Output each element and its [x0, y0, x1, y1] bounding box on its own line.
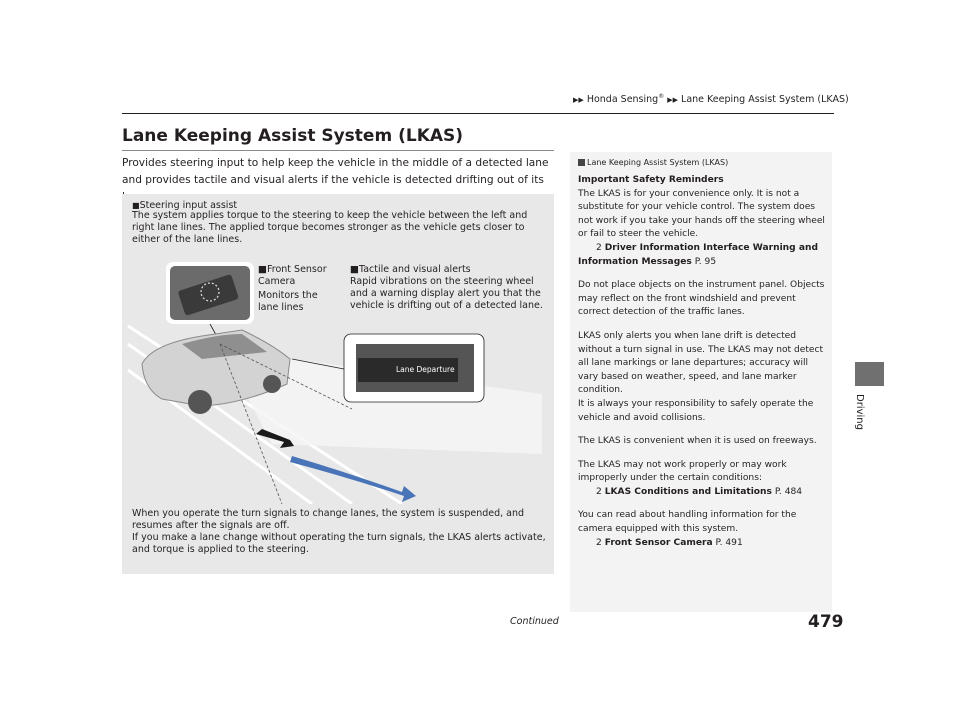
sidebar-paragraph-5: The LKAS may not work properly or may work improperly under the certain conditions:	[578, 459, 787, 484]
square-bullet-icon: ■	[350, 264, 359, 275]
sidebar-paragraph-4: The LKAS is convenient when it is used on freeways.	[578, 436, 817, 447]
registered-mark: ®	[658, 93, 665, 100]
arrow-ref-icon: 2	[596, 242, 605, 253]
sidebar-paragraph-6: You can read about handling information for the camera equipped with this system.	[578, 510, 797, 535]
steering-assist-body: The system applies torque to the steering to keep the vehicle between the left and right lane lines. The applied torque becomes stronger as the vehicle gets closer to either of the lane lines.	[132, 210, 528, 245]
sidebar-paragraph-3: LKAS only alerts you when lane drift is detected without a turn signal in use. The LKAS may not detect all lane markings or lane departures; accuracy will vary based on weather, speed, and lane marker condition.	[578, 330, 824, 396]
arrow-ref-icon: 2	[596, 486, 605, 497]
page-title: Lane Keeping Assist System (LKAS)	[122, 126, 464, 146]
intro-text: Provides steering input to help keep the vehicle in the middle of a detected lane and provides tactile and visual alerts if the vehicle is detected drifting out of its	[122, 157, 549, 186]
steering-correction-arrow	[290, 456, 416, 502]
sidebar-text	[578, 174, 828, 560]
breadcrumb-part2: Lane Keeping Assist System (LKAS)	[681, 94, 849, 106]
lane-departure-display: Lane Departure	[358, 358, 458, 382]
header-rule	[122, 113, 834, 114]
tactile-body: Rapid vibrations on the steering wheel and a warning display alert you that the vehicle is drifting out of a detected lane.	[350, 276, 543, 311]
square-bullet-icon: ■	[258, 264, 267, 275]
illustration-panel	[122, 194, 554, 574]
breadcrumb-part1: Honda Sensing	[586, 94, 659, 106]
chevron-right-icon: ▶▶	[667, 96, 679, 105]
reference-1[interactable]: 2 Driver Information Interface Warning and Information Messages P. 95	[578, 242, 818, 267]
sidebar-paragraph-2: Do not place objects on the instrument panel. Objects may reflect on the front windshield and prevent correct detection of the traffic lanes.	[578, 280, 825, 318]
camera-body: Monitors the lane lines	[258, 290, 318, 313]
reference-2[interactable]: 2 LKAS Conditions and Limitations P. 484	[596, 486, 803, 497]
footer-paragraph-1: When you operate the turn signals to change lanes, the system is suspended, and resumes after the signals are off.	[132, 508, 525, 531]
continued-label: Continued	[510, 616, 559, 627]
reference-3[interactable]: 2 Front Sensor Camera P. 491	[596, 537, 743, 548]
page-number: 479	[808, 612, 844, 632]
section-tab	[855, 362, 884, 386]
panel-footer	[132, 508, 547, 556]
camera-heading: ■Front Sensor Camera	[258, 264, 327, 287]
arrow-ref-icon: 2	[596, 537, 605, 548]
note-icon	[578, 159, 585, 166]
notes-sidebar	[570, 152, 832, 612]
steering-assist-heading: ■Steering input assist	[132, 200, 238, 211]
sidebar-paragraph-3b: It is always your responsibility to safely operate the vehicle and avoid collisions.	[578, 398, 814, 423]
section-tab-label: Driving	[854, 394, 865, 430]
tactile-heading: ■Tactile and visual alerts	[350, 264, 471, 275]
footer-paragraph-2: If you make a lane change without operating the turn signals, the LKAS alerts activate, and torque is applied to the steering.	[132, 532, 546, 555]
square-bullet-icon: ■	[132, 201, 140, 210]
breadcrumb	[573, 93, 849, 105]
sidebar-heading: Lane Keeping Assist System (LKAS)	[578, 158, 728, 167]
safety-title: Important Safety Reminders	[578, 175, 724, 185]
chevron-right-icon: ▶▶	[573, 96, 584, 105]
title-rule	[122, 150, 554, 151]
safety-text: The LKAS is for your convenience only. It is not a substitute for your vehicle control. The system does not work if you take your hands off the steering wheel or fail to steer the vehicle.	[578, 188, 825, 240]
lkas-illustration	[122, 194, 554, 504]
